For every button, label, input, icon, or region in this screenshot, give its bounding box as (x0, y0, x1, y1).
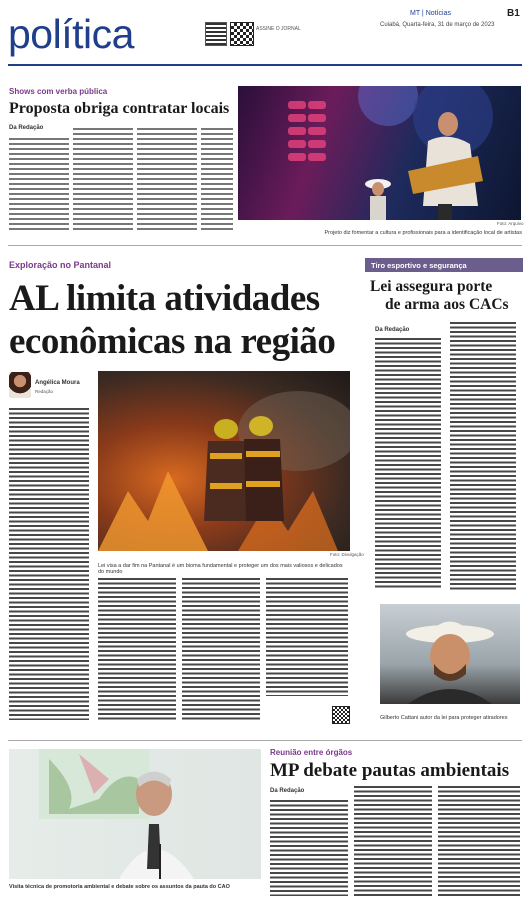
main-story-column-4 (266, 578, 348, 696)
main-qr-icon (332, 706, 350, 724)
side-photo-caption: Gilberto Cattani autor da lei para proteger atiradores (380, 715, 508, 721)
bottom-divider (8, 740, 522, 741)
cattani-illustration (380, 604, 520, 704)
edition-tag: MT | Notícias (410, 10, 451, 17)
main-story-column-2 (98, 578, 176, 720)
bottom-story-byline: Da Redação (270, 788, 305, 794)
concert-photo (238, 86, 521, 220)
top-photo-caption: Projeto diz fomentar a cultura e profissionais para a identificação local de artistas (324, 230, 522, 236)
side-headline-line-1: Lei assegura porte (370, 278, 493, 295)
masthead-rule (8, 64, 522, 66)
firefighters-illustration (98, 371, 350, 551)
cattani-photo (380, 604, 520, 704)
bottom-photo-caption: Visita técnica de promotoria ambiental e debate sobre os assuntos da pauta do CAO (9, 884, 230, 890)
fire-photo (98, 371, 350, 551)
top-photo-credit: Foto: Arquivo (497, 221, 524, 226)
side-headline-line-2: de arma aos CACs (385, 296, 509, 313)
top-story-kicker: Shows com verba pública (9, 87, 108, 96)
bottom-story-column-2 (354, 786, 432, 896)
section-divider (8, 245, 522, 246)
main-headline-line-1: AL limita atividades (9, 278, 320, 319)
main-headline-line-2: econômicas na região (9, 321, 336, 362)
masthead-notice: ASSINE O JORNAL (256, 26, 301, 32)
side-story-kicker-bar (365, 258, 523, 272)
bottom-story-column-1 (270, 800, 348, 896)
main-story-column-1 (9, 408, 89, 720)
top-story-column-2 (73, 128, 133, 230)
main-author-name: Angélica Moura (35, 380, 80, 386)
main-photo-credit: Foto: Divulgação (330, 552, 364, 557)
author-avatar (9, 372, 31, 398)
edition-date: Cuiabá, Quarta-feira, 31 de março de 2023 (380, 22, 495, 28)
top-story-column-4 (201, 128, 233, 230)
main-story-kicker: Exploração no Pantanal (9, 260, 112, 270)
mp-meeting-illustration (9, 749, 261, 879)
top-story-column-1 (9, 138, 69, 230)
bottom-story-headline: MP debate pautas ambientais (270, 760, 510, 781)
main-story-column-3 (182, 578, 260, 720)
qr-code-icon (230, 22, 254, 46)
side-story-column-1 (375, 338, 441, 590)
concert-illustration (238, 86, 521, 220)
top-story-column-3 (137, 128, 197, 230)
top-story-byline: Da Redação (9, 125, 44, 131)
side-story-byline: Da Redação (375, 327, 410, 333)
bottom-story-kicker: Reunião entre órgãos (270, 748, 353, 757)
barcode-icon (205, 22, 227, 46)
section-title: política (8, 11, 134, 57)
main-photo-caption: Lei visa a dar fim na Pantanal é um bioma fundamental e proteger um dos mais valiosos e delicados do mundo (98, 563, 343, 575)
top-story-headline: Proposta obriga contratar locais (9, 100, 230, 117)
mp-meeting-photo (9, 749, 261, 879)
side-story-kicker: Tiro esportivo e segurança (371, 261, 467, 270)
main-author-role: Redação (35, 389, 54, 394)
side-story-column-2 (450, 322, 516, 590)
page-number: B1 (507, 8, 520, 19)
bottom-story-column-3 (438, 786, 520, 896)
